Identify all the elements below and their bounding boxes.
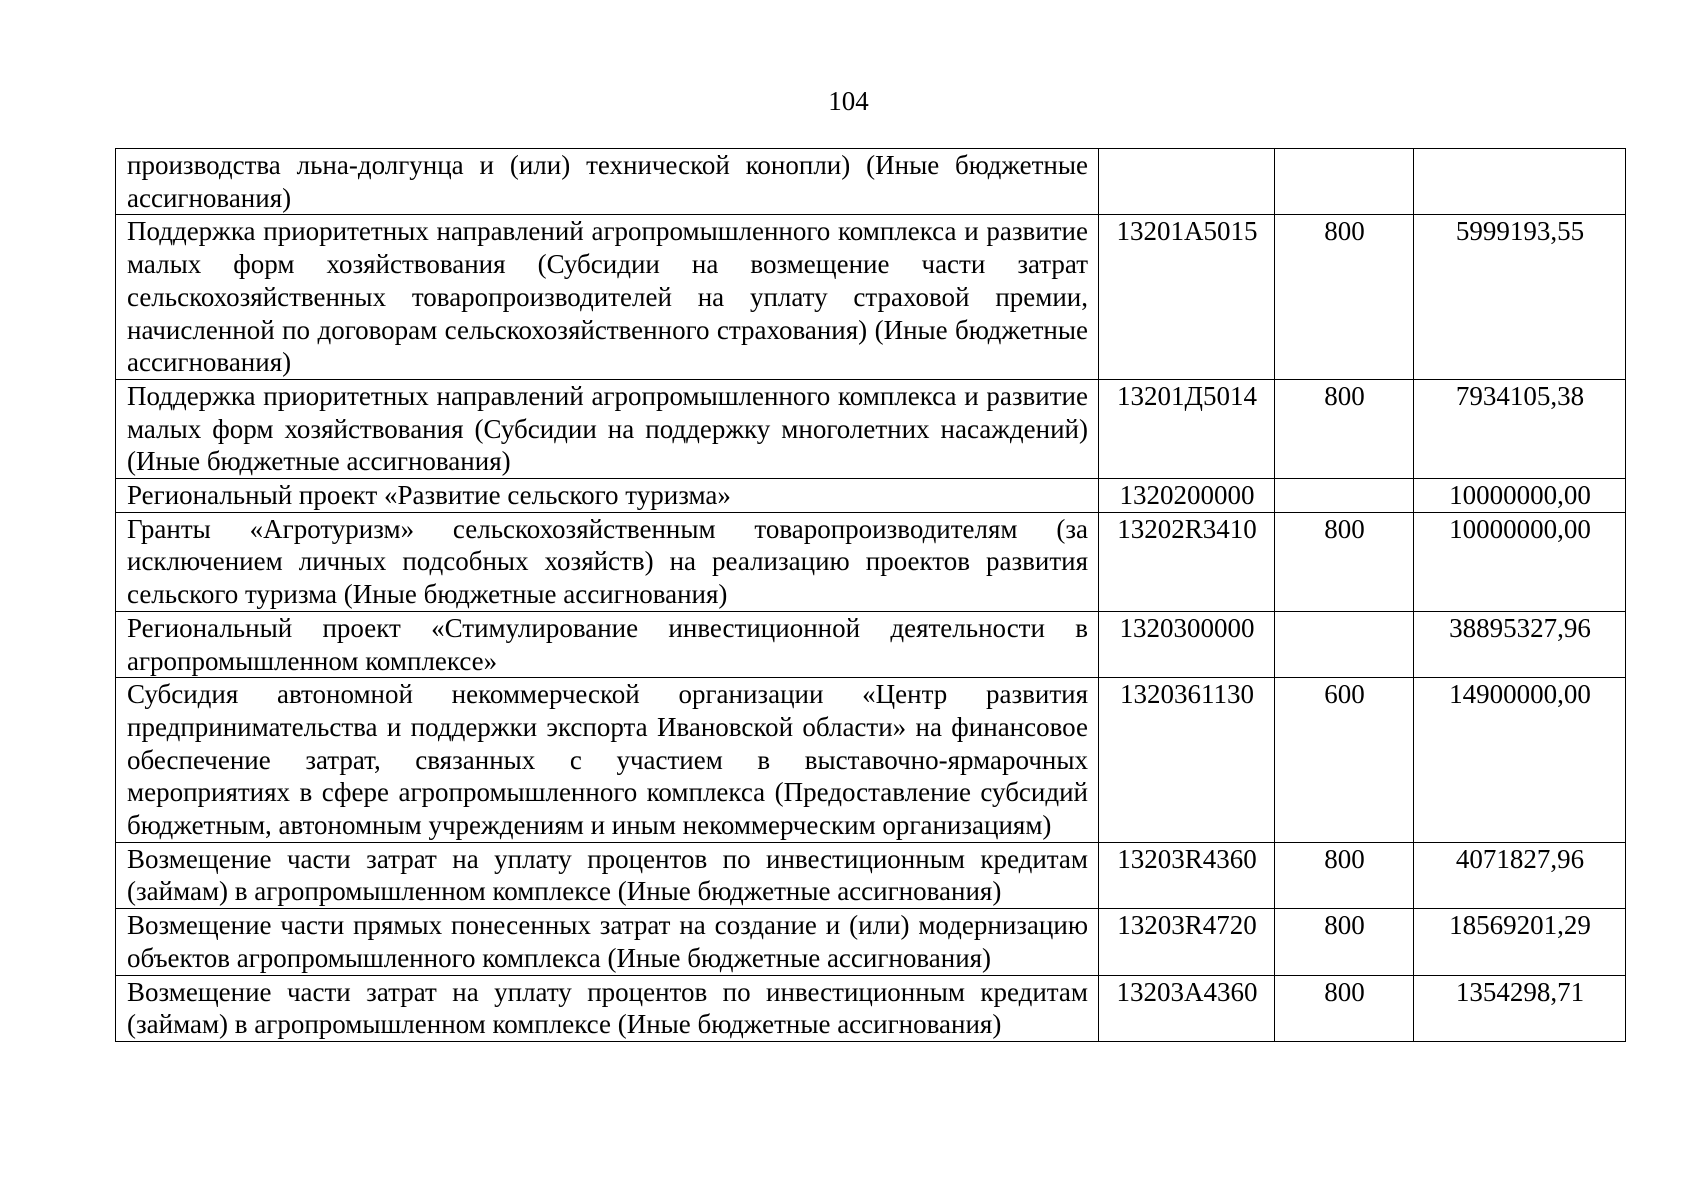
row-expense-type [1275, 149, 1414, 215]
row-amount [1414, 149, 1626, 215]
row-amount: 10000000,00 [1414, 512, 1626, 611]
table-row [116, 909, 1626, 975]
table-row [116, 215, 1626, 380]
row-target-code: 13203R4720 [1099, 909, 1275, 975]
page-number: 104 [828, 86, 869, 116]
row-expense-type: 800 [1275, 379, 1414, 478]
row-amount: 5999193,55 [1414, 215, 1626, 380]
row-description: Региональный проект «Стимулирование инвестиционной деятельности в агропромышленном комплексе» [116, 611, 1099, 677]
row-expense-type: 800 [1275, 909, 1414, 975]
row-target-code: 13203R4360 [1099, 842, 1275, 908]
row-amount: 1354298,71 [1414, 975, 1626, 1041]
row-target-code: 13201Д5014 [1099, 379, 1275, 478]
budget-table-body [116, 149, 1626, 1042]
row-expense-type: 600 [1275, 678, 1414, 843]
row-amount: 18569201,29 [1414, 909, 1626, 975]
table-row [116, 379, 1626, 478]
row-expense-type: 800 [1275, 975, 1414, 1041]
row-expense-type: 800 [1275, 215, 1414, 380]
row-expense-type [1275, 611, 1414, 677]
row-amount: 4071827,96 [1414, 842, 1626, 908]
row-target-code: 13201А5015 [1099, 215, 1275, 380]
row-description: Гранты «Агротуризм» сельскохозяйственным товаропроизводителям (за исключением личных подсобных хозяйств) на реализацию проектов развития сельского туризма (Иные бюджетные ассигнования) [116, 512, 1099, 611]
row-expense-type [1275, 479, 1414, 513]
row-target-code: 13203А4360 [1099, 975, 1275, 1041]
row-description: Возмещение части затрат на уплату процентов по инвестиционным кредитам (займам) в агропромышленном комплексе (Иные бюджетные ассигнования) [116, 842, 1099, 908]
row-target-code [1099, 149, 1275, 215]
row-description: Поддержка приоритетных направлений агропромышленного комплекса и развитие малых форм хозяйствования (Субсидии на поддержку многолетних насаждений) (Иные бюджетные ассигнования) [116, 379, 1099, 478]
row-description: Поддержка приоритетных направлений агропромышленного комплекса и развитие малых форм хозяйствования (Субсидии на возмещение части затрат сельскохозяйственных товаропроизводителей на уплату страховой премии, начисленной по договорам сельскохозяйственного страхования) (Иные бюджетные ассигнования) [116, 215, 1099, 380]
table-row [116, 149, 1626, 215]
row-amount: 10000000,00 [1414, 479, 1626, 513]
row-description: Возмещение части затрат на уплату процентов по инвестиционным кредитам (займам) в агропромышленном комплексе (Иные бюджетные ассигнования) [116, 975, 1099, 1041]
table-row [116, 479, 1626, 513]
row-target-code: 1320300000 [1099, 611, 1275, 677]
row-description: Субсидия автономной некоммерческой организации «Центр развития предпринимательства и поддержки экспорта Ивановской области» на финансовое обеспечение затрат, связанных с участием в выставочно-ярмарочных мероприятиях в сфере агропромышленного комплекса (Предоставление субсидий бюджетным, автономным учреждениям и иным некоммерческим организациям) [116, 678, 1099, 843]
row-expense-type: 800 [1275, 512, 1414, 611]
row-amount: 7934105,38 [1414, 379, 1626, 478]
row-description: Региональный проект «Развитие сельского туризма» [116, 479, 1099, 513]
row-description: Возмещение части прямых понесенных затрат на создание и (или) модернизацию объектов агропромышленного комплекса (Иные бюджетные ассигнования) [116, 909, 1099, 975]
row-target-code: 1320200000 [1099, 479, 1275, 513]
budget-table [115, 148, 1626, 1042]
row-target-code: 13202R3410 [1099, 512, 1275, 611]
table-row [116, 678, 1626, 843]
table-row [116, 975, 1626, 1041]
row-expense-type: 800 [1275, 842, 1414, 908]
table-row [116, 842, 1626, 908]
table-row [116, 611, 1626, 677]
row-description: производства льна-долгунца и (или) технической конопли) (Иные бюджетные ассигнования) [116, 149, 1099, 215]
row-amount: 14900000,00 [1414, 678, 1626, 843]
row-target-code: 1320361130 [1099, 678, 1275, 843]
table-row [116, 512, 1626, 611]
row-amount: 38895327,96 [1414, 611, 1626, 677]
